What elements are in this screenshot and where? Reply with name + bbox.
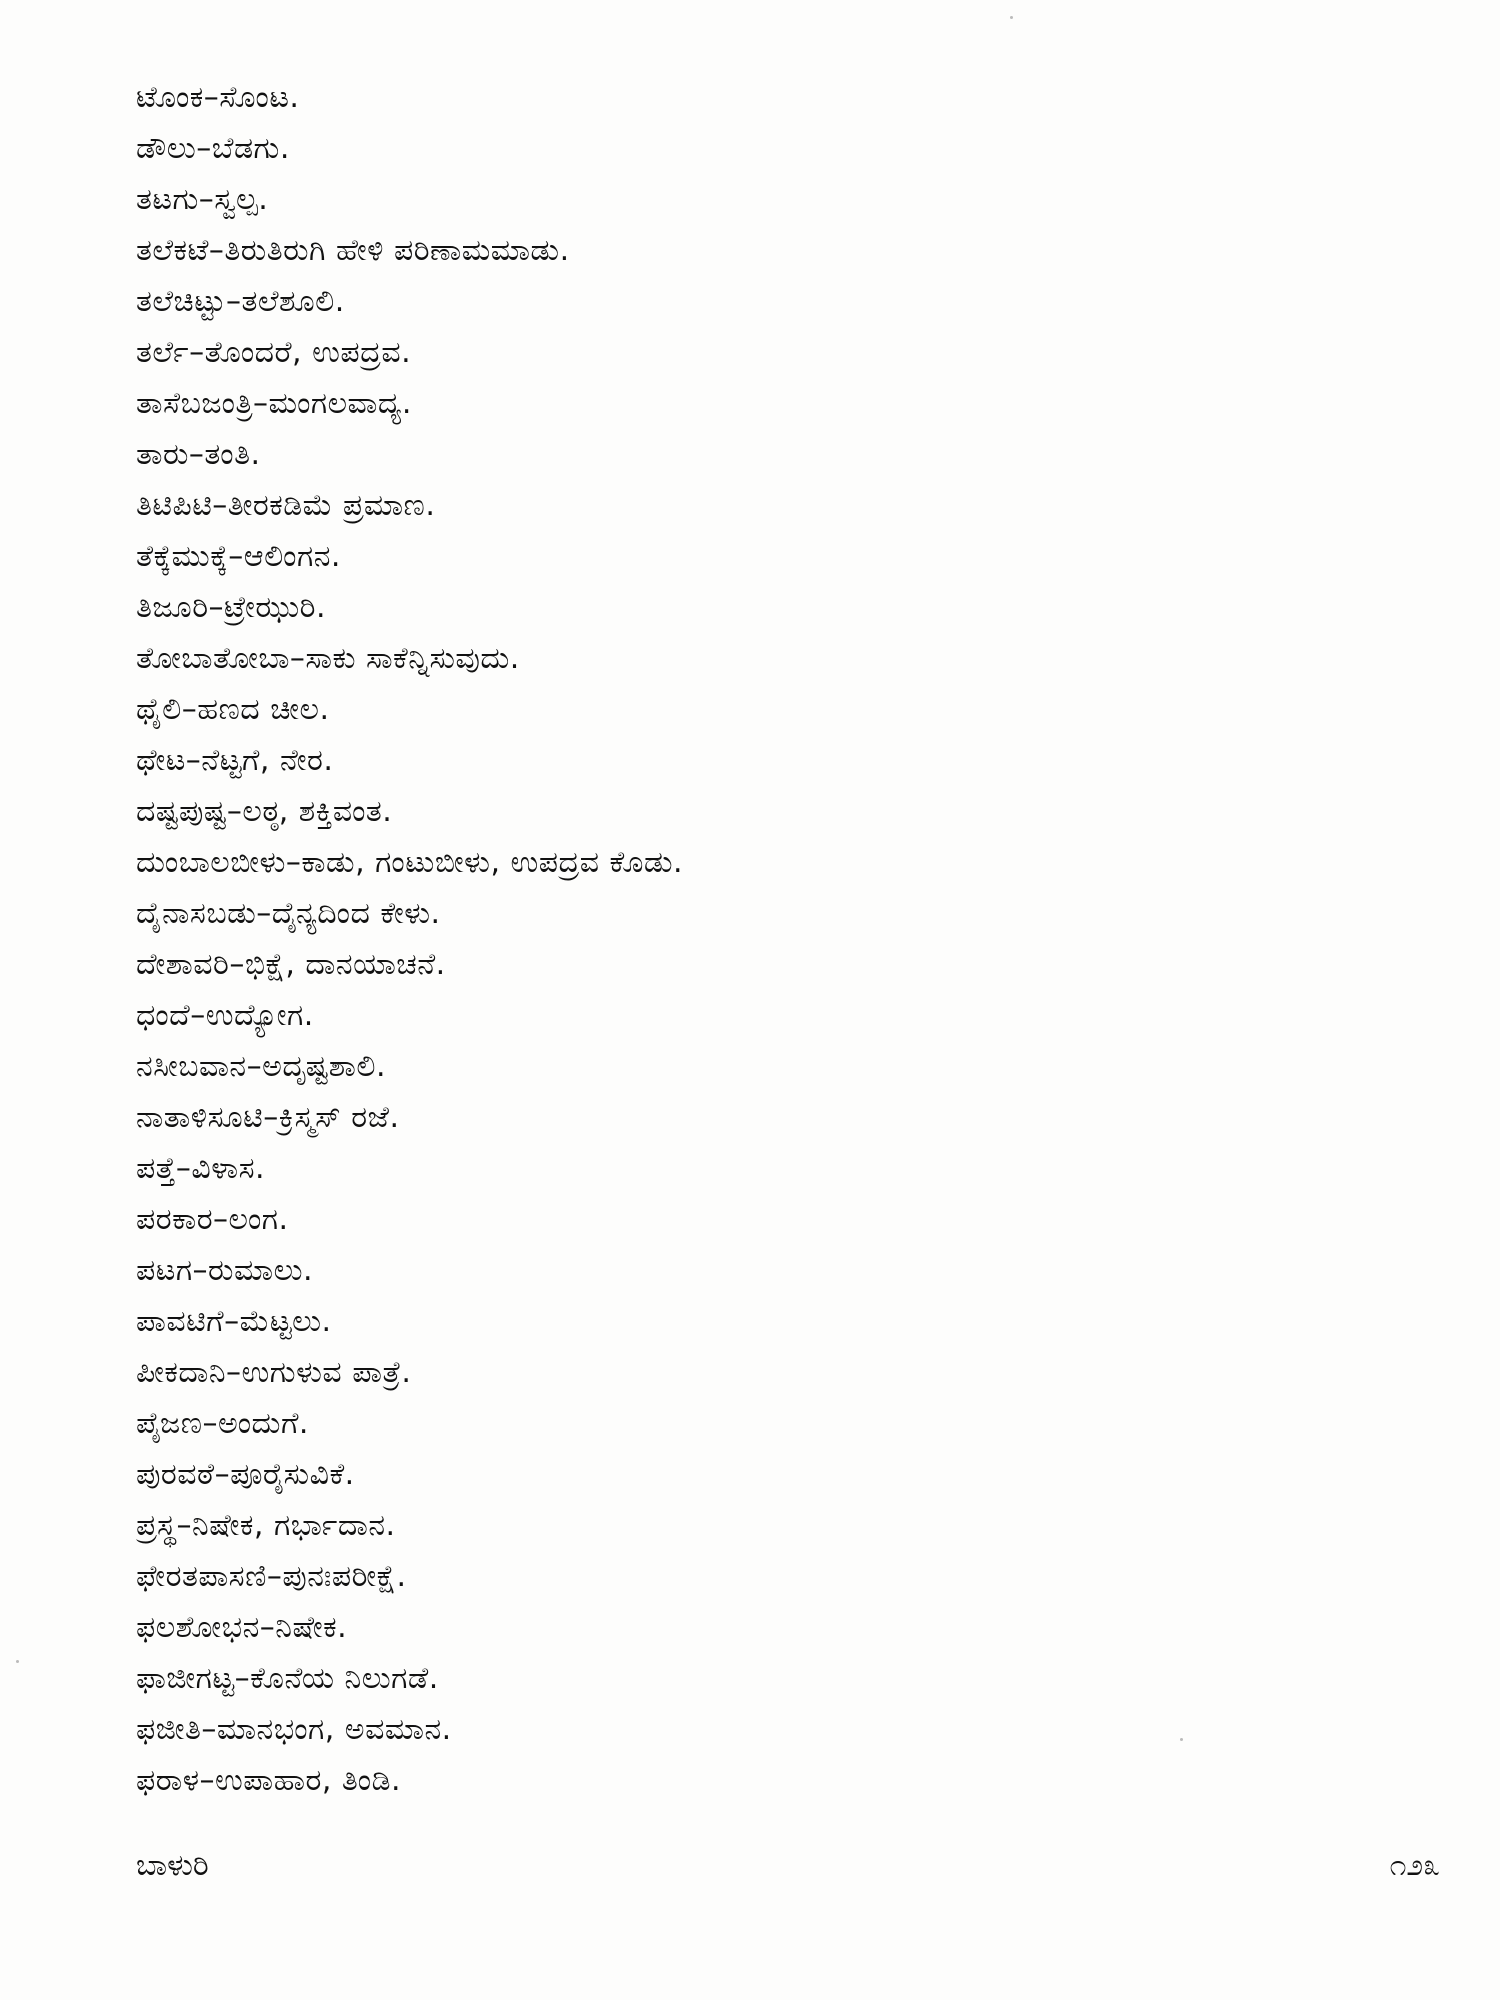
glossary-entry: ದಷ್ಟಪುಷ್ಟ–ಲಠ್ಠ, ಶಕ್ತಿವಂತ. bbox=[136, 794, 393, 829]
glossary-entry: ಧಂದೆ–ಉದ್ಯೋಗ. bbox=[136, 998, 314, 1033]
glossary-entry: ಫಲಶೋಭನ–ನಿಷೇಕ. bbox=[136, 1610, 348, 1645]
glossary-entry: ತೆಕ್ಕೆಮುಕ್ಕೆ–ಆಲಿಂಗನ. bbox=[136, 539, 341, 574]
glossary-entry: ನಾತಾಳಿಸೂಟಿ–ಕ್ರಿಸ್ಮಸ್ ರಜೆ. bbox=[136, 1100, 400, 1135]
glossary-entry: ದೈನಾಸಬಡು–ದೈನ್ಯದಿಂದ ಕೇಳು. bbox=[136, 896, 441, 931]
glossary-entry: ಪುರವಠೆ–ಪೂರೈಸುವಿಕೆ. bbox=[136, 1457, 355, 1492]
glossary-entry: ಫರಾಳ–ಉಪಾಹಾರ, ತಿಂಡಿ. bbox=[136, 1763, 402, 1798]
glossary-entry: ಪಟಗ–ರುಮಾಲು. bbox=[136, 1253, 314, 1288]
glossary-entry: ತೋಬಾತೋಬಾ–ಸಾಕು ಸಾಕೆನ್ನಿಸುವುದು. bbox=[136, 641, 520, 676]
glossary-entry: ಪತ್ತೆ–ವಿಳಾಸ. bbox=[136, 1151, 266, 1186]
glossary-entry: ಥೈಲಿ–ಹಣದ ಚೀಲ. bbox=[136, 692, 330, 727]
glossary-entry: ಫಾಜೀಗಟ್ಟ–ಕೊನೆಯ ನಿಲುಗಡೆ. bbox=[136, 1661, 439, 1696]
glossary-entry: ಟೊಂಕ–ಸೊಂಟ. bbox=[136, 80, 300, 115]
scan-speck bbox=[16, 1660, 19, 1663]
glossary-entry: ಪೈಜಣ–ಅಂದುಗೆ. bbox=[136, 1406, 309, 1441]
glossary-entry: ಪ್ರಸ್ಥ–ನಿಷೇಕ, ಗರ್ಭಾದಾನ. bbox=[136, 1508, 396, 1543]
glossary-entry: ತಾರು–ತಂತಿ. bbox=[136, 437, 261, 472]
glossary-entry: ತಿಜೂರಿ–ಟ್ರೇಝುರಿ. bbox=[136, 590, 327, 625]
glossary-entry: ತಿಟಿಪಿಟಿ–ತೀರಕಡಿಮೆ ಪ್ರಮಾಣ. bbox=[136, 488, 436, 523]
scan-speck bbox=[1180, 1738, 1183, 1741]
glossary-entry: ಪೀಕದಾನಿ–ಉಗುಳುವ ಪಾತ್ರೆ. bbox=[136, 1355, 412, 1390]
glossary-entry: ಪಾವಟಿಗೆ–ಮೆಟ್ಟಲು. bbox=[136, 1304, 332, 1339]
glossary-entry: ಪರಕಾರ–ಲಂಗ. bbox=[136, 1202, 289, 1237]
glossary-entry: ತಲೆಕಟೆ–ತಿರುತಿರುಗಿ ಹೇಳಿ ಪರಿಣಾಮಮಾಡು. bbox=[136, 233, 570, 268]
page-number: ೧೨೩ bbox=[1389, 1848, 1440, 1883]
glossary-entry: ಫೇರತಪಾಸಣಿ–ಪುನಃಪರೀಕ್ಷೆ. bbox=[136, 1559, 407, 1594]
glossary-entry: ಥೇಟ–ನೆಟ್ಟಗೆ, ನೇರ. bbox=[136, 743, 334, 778]
glossary-entry: ತಟಗು–ಸ್ವಲ್ಪ. bbox=[136, 182, 269, 217]
glossary-list bbox=[136, 72, 683, 1806]
glossary-entry: ತಲೆಚಿಟ್ಟು–ತಲೆಶೂಲಿ. bbox=[136, 284, 345, 319]
scan-speck bbox=[1010, 16, 1013, 19]
glossary-entry: ತಾಸೆಬಜಂತ್ರಿ–ಮಂಗಲವಾದ್ಯ. bbox=[136, 386, 412, 421]
glossary-entry: ಫಜೀತಿ–ಮಾನಭಂಗ, ಅವಮಾನ. bbox=[136, 1712, 452, 1747]
footer-title: ಬಾಳುರಿ bbox=[136, 1848, 209, 1883]
glossary-entry: ದೇಶಾವರಿ–ಭಿಕ್ಷೆ, ದಾನಯಾಚನೆ. bbox=[136, 947, 446, 982]
glossary-entry: ದುಂಬಾಲಬೀಳು–ಕಾಡು, ಗಂಟುಬೀಳು, ಉಪದ್ರವ ಕೊಡು. bbox=[136, 845, 684, 880]
glossary-entry: ತರ್ಲೆ–ತೊಂದರೆ, ಉಪದ್ರವ. bbox=[136, 335, 412, 370]
glossary-entry: ನಸೀಬವಾನ–ಅದೃಷ್ಟಶಾಲಿ. bbox=[136, 1049, 386, 1084]
glossary-entry: ಡೌಲು–ಬೆಡಗು. bbox=[136, 131, 290, 166]
